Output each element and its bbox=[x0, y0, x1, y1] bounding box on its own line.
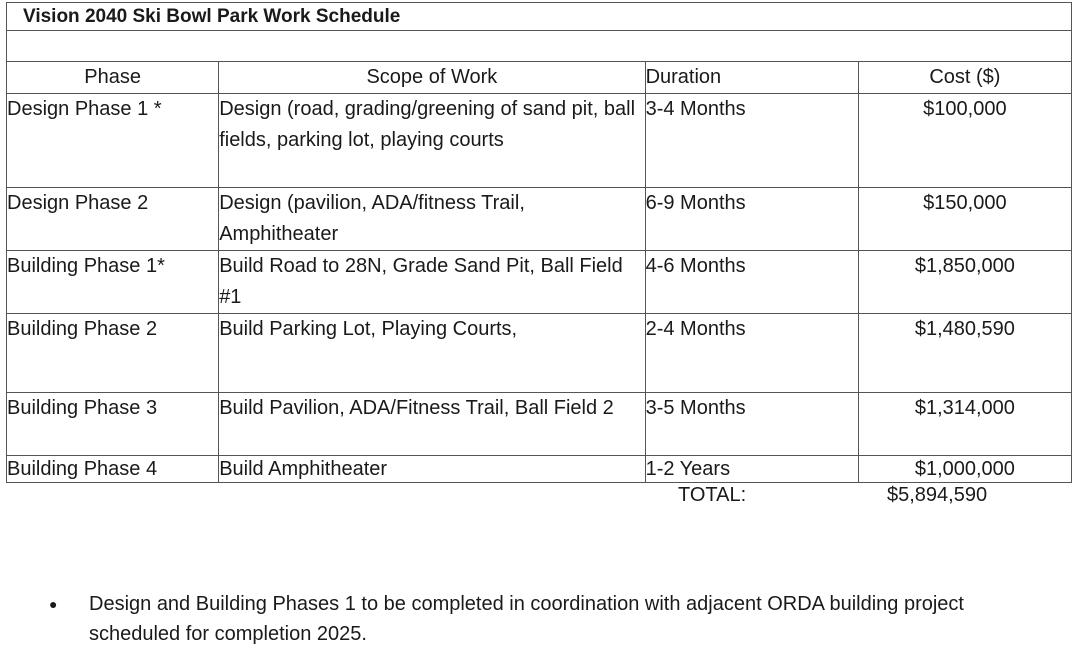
table-row bbox=[7, 188, 1072, 251]
cell-phase: Building Phase 1* bbox=[7, 251, 219, 314]
cell-scope: Build Parking Lot, Playing Courts, bbox=[219, 314, 645, 393]
cell-scope: Design (pavilion, ADA/fitness Trail, Amphitheater bbox=[219, 188, 645, 251]
cell-duration: 3-5 Months bbox=[645, 393, 858, 456]
cell-phase: Building Phase 3 bbox=[7, 393, 219, 456]
cell-duration: 6-9 Months bbox=[645, 188, 858, 251]
cell-cost: $1,480,590 bbox=[858, 314, 1071, 393]
table-header-row bbox=[7, 62, 1072, 94]
cell-cost: $1,850,000 bbox=[858, 251, 1071, 314]
note-text: Design and Building Phases 1 to be completed in coordination with adjacent ORDA building project scheduled for completion 2025. bbox=[89, 593, 964, 645]
cell-cost: $100,000 bbox=[858, 94, 1071, 188]
table-row bbox=[7, 251, 1072, 314]
cell-duration: 4-6 Months bbox=[645, 251, 858, 314]
cell-scope: Build Road to 28N, Grade Sand Pit, Ball Field #1 bbox=[219, 251, 645, 314]
header-cost: Cost ($) bbox=[858, 62, 1071, 94]
document-title: Vision 2040 Ski Bowl Park Work Schedule bbox=[23, 6, 401, 27]
cell-phase: Building Phase 2 bbox=[7, 314, 219, 393]
cell-phase: Design Phase 2 bbox=[7, 188, 219, 251]
bullet-icon: ● bbox=[49, 596, 58, 612]
note-list-item bbox=[49, 589, 1049, 649]
header-scope: Scope of Work bbox=[219, 62, 645, 94]
table-row bbox=[7, 314, 1072, 393]
table-row bbox=[7, 94, 1072, 188]
table-row bbox=[7, 393, 1072, 456]
header-duration: Duration bbox=[645, 62, 858, 94]
blank-row bbox=[6, 30, 1072, 62]
cell-scope: Design (road, grading/greening of sand pit, ball fields, parking lot, playing courts bbox=[219, 94, 645, 188]
cell-scope: Build Pavilion, ADA/Fitness Trail, Ball Field 2 bbox=[219, 393, 645, 456]
table-row bbox=[7, 456, 1072, 483]
total-label: TOTAL: bbox=[678, 484, 747, 506]
header-phase: Phase bbox=[7, 62, 219, 94]
cell-phase: Design Phase 1 * bbox=[7, 94, 219, 188]
cell-duration: 3-4 Months bbox=[645, 94, 858, 188]
cell-duration: 2-4 Months bbox=[645, 314, 858, 393]
total-value: $5,894,590 bbox=[887, 484, 988, 506]
cell-phase: Building Phase 4 bbox=[7, 456, 219, 483]
work-schedule-table bbox=[6, 61, 1072, 483]
cell-cost: $1,314,000 bbox=[858, 393, 1071, 456]
cell-duration: 1-2 Years bbox=[645, 456, 858, 483]
cell-cost: $1,000,000 bbox=[858, 456, 1071, 483]
cell-scope: Build Amphitheater bbox=[219, 456, 645, 483]
cell-cost: $150,000 bbox=[858, 188, 1071, 251]
title-row bbox=[6, 2, 1072, 31]
